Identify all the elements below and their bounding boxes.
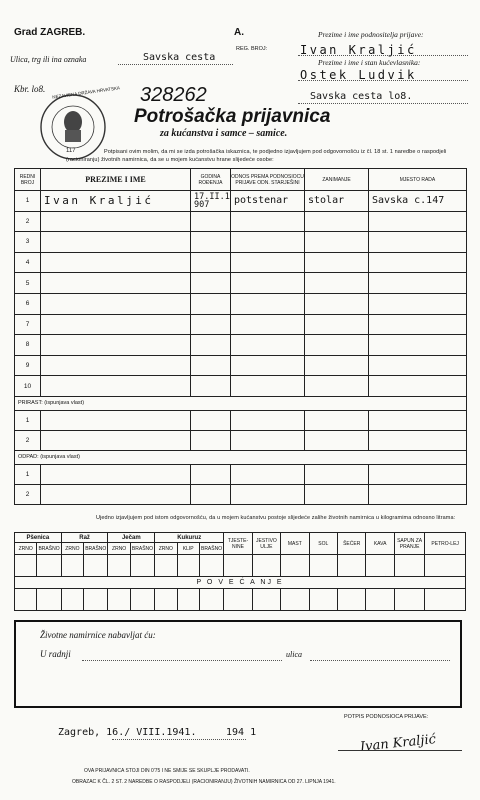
house-number: Kbr. lo8.	[14, 84, 46, 94]
city-heading: Grad ZAGREB.	[14, 27, 86, 38]
person-name[interactable]	[41, 232, 191, 253]
prirast-label: PRIRAST: (ispunjava vlast)	[15, 396, 467, 410]
supply-cell[interactable]	[15, 589, 37, 611]
landlord-label: Prezime i ime i stan kućevlasnika:	[318, 58, 421, 67]
signature-underline	[338, 750, 462, 751]
col-workplace: MJESTO RADA	[369, 169, 467, 191]
shop-input[interactable]	[82, 660, 282, 661]
increase-label: P O V E Ć A NJ E	[15, 577, 466, 589]
person-birth[interactable]	[191, 211, 231, 232]
person-relation[interactable]	[231, 314, 305, 335]
supply-cell[interactable]	[177, 555, 199, 577]
landlord-address: Savska cesta lo8.	[310, 91, 413, 102]
person-name[interactable]	[41, 252, 191, 273]
persons-table	[14, 168, 467, 505]
odpad-cell[interactable]	[191, 484, 231, 504]
supplies-table	[14, 532, 466, 611]
prirast-row	[15, 430, 467, 450]
signature-label: POTPIS PODNOSIOCA PRIJAVE:	[344, 714, 429, 720]
supply-cell[interactable]	[394, 589, 424, 611]
shop-box-label: Životne namirnice nabavljat ću:	[40, 630, 156, 640]
row-number: 3	[15, 232, 41, 253]
stamp-number: 117	[66, 148, 76, 154]
prirast-cell[interactable]	[305, 410, 369, 430]
supply-cell[interactable]	[394, 555, 424, 577]
prirast-cell[interactable]	[191, 410, 231, 430]
person-relation[interactable]	[231, 211, 305, 232]
supply-cell[interactable]	[108, 589, 130, 611]
row-number: 10	[15, 376, 41, 397]
person-birth[interactable]	[191, 355, 231, 376]
odpad-row	[15, 484, 467, 504]
supplies-table-wrapper	[14, 532, 466, 611]
odpad-cell[interactable]	[41, 484, 191, 504]
row-number: 7	[15, 314, 41, 335]
street-value: Savska cesta	[143, 52, 216, 63]
person-occupation[interactable]	[305, 355, 369, 376]
prirast-cell[interactable]	[369, 430, 467, 450]
supply-cell[interactable]	[155, 555, 177, 577]
odpad-label: ODPAD: (ispunjava vlast)	[15, 450, 467, 464]
landlord-underline	[298, 80, 468, 81]
odpad-cell[interactable]	[305, 484, 369, 504]
prirast-cell[interactable]	[41, 410, 191, 430]
supply-cell[interactable]	[61, 555, 83, 577]
person-occupation[interactable]	[305, 293, 369, 314]
col-secer: ŠEĆER	[338, 533, 366, 555]
person-workplace[interactable]	[369, 232, 467, 253]
street-label: Ulica, trg ili ina oznaka	[10, 55, 87, 64]
note-regulation: OBRAZAC K ČL. 2 ST. 2 NAREDBE O RASPODJELI (RACIONIRANJU) ŽIVOTNIH NAMIRNICA OD 27. LIPNJA 1941.	[72, 779, 336, 785]
prirast-cell[interactable]	[305, 430, 369, 450]
supply-cell[interactable]	[177, 589, 199, 611]
row-number: 1	[15, 191, 41, 212]
row-number: 9	[15, 355, 41, 376]
person-workplace[interactable]: Savska c.147	[369, 191, 467, 212]
person-occupation[interactable]	[305, 314, 369, 335]
supply-cell[interactable]	[155, 589, 177, 611]
sub-brasno: BRAŠNO	[130, 543, 154, 555]
row-number: 5	[15, 273, 41, 294]
sub-brasno: BRAŠNO	[37, 543, 61, 555]
declaration-text: Ujedno izjavljujem pod istom odgovornošću, da u mojem kućanstvu postoje slijedeće zalihe životnih namirnica u kilogramima odnosno litrama:	[96, 515, 456, 521]
col-relation: ODNOS PREMA PODNOSIOCU PRIJAVE ODN. STARJEŠINI	[231, 169, 305, 191]
person-row	[15, 314, 467, 335]
col-petrolej: PETRO-LEJ	[425, 533, 466, 555]
person-row	[15, 191, 467, 212]
form-title: Potrošačka prijavnica	[134, 106, 331, 127]
supply-cell[interactable]	[84, 589, 108, 611]
person-birth[interactable]: 17.II.1907	[191, 191, 231, 212]
row-number: 2	[15, 484, 41, 504]
col-tjestenine: TJESTE-NINE	[224, 533, 252, 555]
person-row	[15, 232, 467, 253]
person-relation[interactable]	[231, 376, 305, 397]
supply-cell[interactable]	[309, 589, 337, 611]
row-number: 8	[15, 335, 41, 356]
person-row	[15, 273, 467, 294]
prirast-cell[interactable]	[369, 410, 467, 430]
person-workplace[interactable]	[369, 335, 467, 356]
odpad-cell[interactable]	[231, 464, 305, 484]
supply-cell[interactable]	[366, 555, 394, 577]
col-name: PREZIME I IME	[41, 169, 191, 191]
supply-cell[interactable]	[338, 555, 366, 577]
form-subtitle: za kućanstva i samce – samice.	[160, 128, 288, 139]
col-sol: SOL	[309, 533, 337, 555]
group-kukuruz: Kukuruz	[155, 533, 224, 543]
person-name[interactable]	[41, 335, 191, 356]
person-birth[interactable]	[191, 293, 231, 314]
reg-label: REG. BROJ:	[236, 46, 268, 52]
person-occupation[interactable]	[305, 232, 369, 253]
address-underline	[298, 103, 468, 104]
person-relation[interactable]: potstenar	[231, 191, 305, 212]
supply-cell[interactable]	[309, 555, 337, 577]
supply-cell[interactable]	[130, 555, 154, 577]
persons-table-wrapper	[14, 168, 466, 505]
person-birth[interactable]	[191, 376, 231, 397]
row-number: 6	[15, 293, 41, 314]
intro-text: Potpisani ovim molim, da mi se izda potrošačka iskaznica, te podjedno izjavljujem pod odgovornošću iz čl. 18 st. 1 naredbe o raspodjeli (racioniranju) životnih namirnica, da se u mojem kućanstvu hrane slijedeće osobe:	[66, 149, 447, 163]
person-name[interactable]	[41, 376, 191, 397]
person-workplace[interactable]	[369, 211, 467, 232]
person-birth[interactable]	[191, 335, 231, 356]
applicant-label: Prezime i ime podnositelja prijave:	[318, 30, 424, 39]
odpad-cell[interactable]	[369, 484, 467, 504]
landlord-value: Ostek Ludvik	[300, 68, 417, 82]
person-relation[interactable]	[231, 232, 305, 253]
odpad-cell[interactable]	[231, 484, 305, 504]
col-mast: MAST	[281, 533, 309, 555]
person-workplace[interactable]	[369, 293, 467, 314]
person-workplace[interactable]	[369, 252, 467, 273]
year-suffix: 194 1	[226, 727, 257, 738]
shop-street-label: ulica	[286, 650, 302, 659]
sub-klip: KLIP	[177, 543, 199, 555]
person-workplace[interactable]	[369, 273, 467, 294]
row-number: 1	[15, 464, 41, 484]
prirast-header-row	[15, 396, 467, 410]
date-underline	[112, 739, 246, 740]
group-psenica: Pšenica	[15, 533, 62, 543]
stamp-text: NEZAVISNA DRŽAVA HRVATSKA	[51, 85, 121, 100]
person-name[interactable]	[41, 273, 191, 294]
supply-cell[interactable]	[199, 589, 223, 611]
person-row	[15, 293, 467, 314]
person-birth[interactable]	[191, 314, 231, 335]
sub-zrno: ZRNO	[108, 543, 130, 555]
note-price: OVA PRIJAVNICA STOJI DIN 0'75 I NE SMIJE SE SKUPLJE PRODAVATI.	[84, 768, 250, 774]
section-letter: A.	[234, 27, 244, 38]
supply-cell[interactable]	[199, 555, 223, 577]
supply-cell[interactable]	[425, 589, 466, 611]
supply-cell[interactable]	[15, 555, 37, 577]
shop-street-input[interactable]	[310, 660, 450, 661]
place-date: Zagreb, 16./ VIII.1941.	[58, 727, 197, 738]
person-occupation[interactable]	[305, 211, 369, 232]
col-birth: GODINA ROĐENJA	[191, 169, 231, 191]
person-birth[interactable]	[191, 273, 231, 294]
sub-zrno: ZRNO	[155, 543, 177, 555]
person-workplace[interactable]	[369, 314, 467, 335]
col-sapun: SAPUN ZA PRANJE	[394, 533, 424, 555]
applicant-value: Ivan Kraljić	[300, 43, 417, 57]
col-occupation: ZANIMANJE	[305, 169, 369, 191]
person-workplace[interactable]	[369, 376, 467, 397]
odpad-header-row	[15, 450, 467, 464]
applicant-underline	[298, 55, 468, 56]
person-relation[interactable]	[231, 293, 305, 314]
odpad-cell[interactable]	[191, 464, 231, 484]
supply-cell[interactable]	[224, 589, 252, 611]
shop-box	[14, 620, 462, 708]
person-name[interactable]	[41, 211, 191, 232]
sub-brasno: BRAŠNO	[84, 543, 108, 555]
shop-label: U radnji	[40, 649, 71, 659]
person-workplace[interactable]	[369, 355, 467, 376]
col-num: REDNI BROJ	[15, 169, 41, 191]
person-relation[interactable]	[231, 252, 305, 273]
odpad-cell[interactable]	[305, 464, 369, 484]
supply-cell[interactable]	[37, 555, 61, 577]
supply-cell[interactable]	[338, 589, 366, 611]
supply-cell[interactable]	[37, 589, 61, 611]
person-row	[15, 376, 467, 397]
prirast-cell[interactable]	[191, 430, 231, 450]
person-birth[interactable]	[191, 252, 231, 273]
supply-cell[interactable]	[252, 555, 280, 577]
sub-zrno: ZRNO	[61, 543, 83, 555]
person-occupation[interactable]	[305, 376, 369, 397]
person-name[interactable]	[41, 314, 191, 335]
supply-cell[interactable]	[252, 589, 280, 611]
person-name[interactable]: Ivan Kraljić	[41, 191, 191, 212]
supply-cell[interactable]	[224, 555, 252, 577]
person-relation[interactable]	[231, 273, 305, 294]
signature: Ivan Kraljić	[359, 732, 437, 755]
prirast-cell[interactable]	[41, 430, 191, 450]
row-number: 2	[15, 211, 41, 232]
sub-zrno: ZRNO	[15, 543, 37, 555]
supply-cell[interactable]	[108, 555, 130, 577]
supply-cell[interactable]	[281, 555, 309, 577]
supply-cell[interactable]	[281, 589, 309, 611]
prirast-cell[interactable]	[231, 410, 305, 430]
person-row	[15, 252, 467, 273]
odpad-cell[interactable]	[41, 464, 191, 484]
prirast-row	[15, 410, 467, 430]
supply-cell[interactable]	[366, 589, 394, 611]
person-relation[interactable]	[231, 355, 305, 376]
person-occupation[interactable]: stolar	[305, 191, 369, 212]
col-kava: KAVA	[366, 533, 394, 555]
row-number: 1	[15, 410, 41, 430]
col-ulje: JESTIVO ULJE	[252, 533, 280, 555]
persons-body	[15, 191, 467, 505]
supply-cell[interactable]	[130, 589, 154, 611]
supply-cell[interactable]	[84, 555, 108, 577]
supply-cell[interactable]	[61, 589, 83, 611]
person-name[interactable]	[41, 293, 191, 314]
person-occupation[interactable]	[305, 335, 369, 356]
supply-cell[interactable]	[425, 555, 466, 577]
odpad-row	[15, 464, 467, 484]
person-relation[interactable]	[231, 335, 305, 356]
increase-row	[15, 589, 466, 611]
sub-brasno: BRAŠNO	[199, 543, 223, 555]
person-row	[15, 355, 467, 376]
row-number: 2	[15, 430, 41, 450]
person-row	[15, 335, 467, 356]
row-number: 4	[15, 252, 41, 273]
serial-number: 328262	[140, 84, 207, 106]
street-underline	[118, 64, 233, 65]
prirast-cell[interactable]	[231, 430, 305, 450]
odpad-cell[interactable]	[369, 464, 467, 484]
person-row	[15, 211, 467, 232]
person-name[interactable]	[41, 355, 191, 376]
group-raz: Raž	[61, 533, 108, 543]
person-occupation[interactable]	[305, 273, 369, 294]
group-jecam: Ječam	[108, 533, 155, 543]
supplies-row	[15, 555, 466, 577]
person-occupation[interactable]	[305, 252, 369, 273]
person-birth[interactable]	[191, 232, 231, 253]
